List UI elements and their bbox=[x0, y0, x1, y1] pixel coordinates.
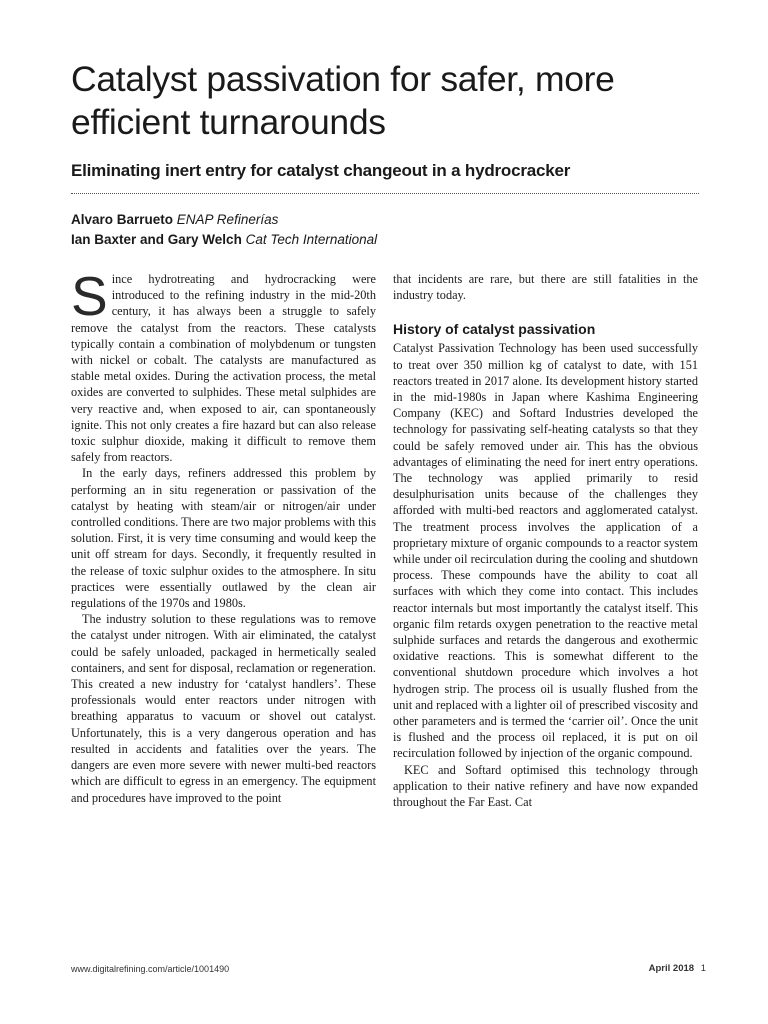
author-line bbox=[71, 230, 377, 250]
page-number: 1 bbox=[700, 963, 706, 974]
dotted-divider bbox=[71, 193, 699, 194]
footer-url: www.digitalrefining.com/article/1001490 bbox=[71, 964, 230, 974]
footer-date: April 2018 bbox=[648, 963, 695, 974]
body-column-left bbox=[71, 265, 376, 806]
author-organization: ENAP Refinerías bbox=[176, 212, 279, 227]
body-column-right bbox=[393, 271, 698, 810]
body-paragraph: The industry solution to these regulations was to remove the catalyst under nitrogen. With air eliminated, the catalyst could be safely unloaded, packaged in hermetically sealed containers, and sent for disposal, reclamation or regeneration. This created a new industry for ‘catalyst handlers’. These professionals would enter reactors under nitrogen with breathing apparatus to vacuum or shovel out catalyst. Unfortunately, this is a very dangerous operation and has resulted in accidents and fatalities over the years. The dangers are even more severe with newer multi-bed reactors which are difficult to egress in an emergency. The equipment and procedures have improved to the point bbox=[71, 612, 376, 805]
body-paragraph: Catalyst Passivation Technology has been used successfully to treat over 350 million kg of catalyst to date, with 151 reactors treated in 2017 alone. Its development history started in the mid-1980s in Japan where Kashima Engineering Company (KEC) and Softard Industries developed the technology for passivating self-heating catalysts so that they could be safely removed under air. This has the obvious advantages of eliminating the need for inert entry operations. The technology was applied primarily to resid desulphurisation units because of the challenges they afforded with multi-bed reactors and agglomerated catalyst. The treatment process involves the application of a proprietary mixture of organic compounds to a reactor system while under oil recirculation during the cooling and shutdown process. These compounds have the ability to coat all surfaces with which they come into contact. This includes reactor internals but most importantly the catalyst itself. This organic film retards oxygen penetration to the reactive metal sulphide surfaces and retards the dangerous and exothermic oxidative reactions. This is somewhat different to the conventional shutdown procedure which involves a hot hydrogen strip. The process oil is usually flushed from the unit and replaced with a lighter oil of prescribed viscosity and other parameters and is termed the ‘carrier oil’. Once the unit is flushed and the process oil replaced, it is put on oil recirculation followed by injection of the organic compound. bbox=[393, 341, 698, 761]
article-title: Catalyst passivation for safer, more efficient turnarounds bbox=[71, 59, 615, 142]
author-name: Ian Baxter and Gary Welch bbox=[71, 232, 242, 247]
author-block bbox=[71, 210, 377, 250]
author-organization: Cat Tech International bbox=[245, 232, 378, 247]
body-paragraph: that incidents are rare, but there are still fatalities in the industry today. bbox=[393, 272, 698, 303]
author-line bbox=[71, 210, 377, 230]
footer-page-info bbox=[649, 963, 706, 974]
article-subtitle: Eliminating inert entry for catalyst changeout in a hydrocracker bbox=[71, 161, 571, 180]
author-name: Alvaro Barrueto bbox=[71, 212, 174, 227]
body-paragraph: KEC and Softard optimised this technology through application to their native refinery and have now expanded throughout the Far East. Cat bbox=[393, 762, 698, 810]
section-heading: History of catalyst passivation bbox=[393, 321, 596, 338]
body-paragraph bbox=[71, 265, 376, 465]
body-paragraph: In the early days, refiners addressed this problem by performing an in situ regeneration or passivation of the catalyst by heating with steam/air or nitrogen/air under controlled conditions. There are two major problems with this solution. First, it is very time consuming and would keep the unit off stream for days. Secondly, it frequently resulted in the release of toxic sulphur oxides to the atmosphere. In situ practices were essentially outlawed by the clean air regulations of the 1970s and 1980s. bbox=[71, 466, 376, 611]
drop-cap: S bbox=[71, 265, 108, 327]
paragraph-text: ince hydrotreating and hydrocracking were introduced to the refining industry in the mid-20th century, it has always been a struggle to safely remove the catalyst from the reactors. These catalysts typically contain a combination of molybdenum or tungsten with nickel or cobalt. The catalysts are manufactured as stable metal oxides. During the activation process, the metal oxides are converted to sulphides. These metal sulphides are very reactive and, when exposed to air, can spontaneously ignite. This not only creates a fire hazard but can also release toxic sulphur dioxide, making it difficult to remove them safely from reactors. bbox=[71, 272, 376, 465]
